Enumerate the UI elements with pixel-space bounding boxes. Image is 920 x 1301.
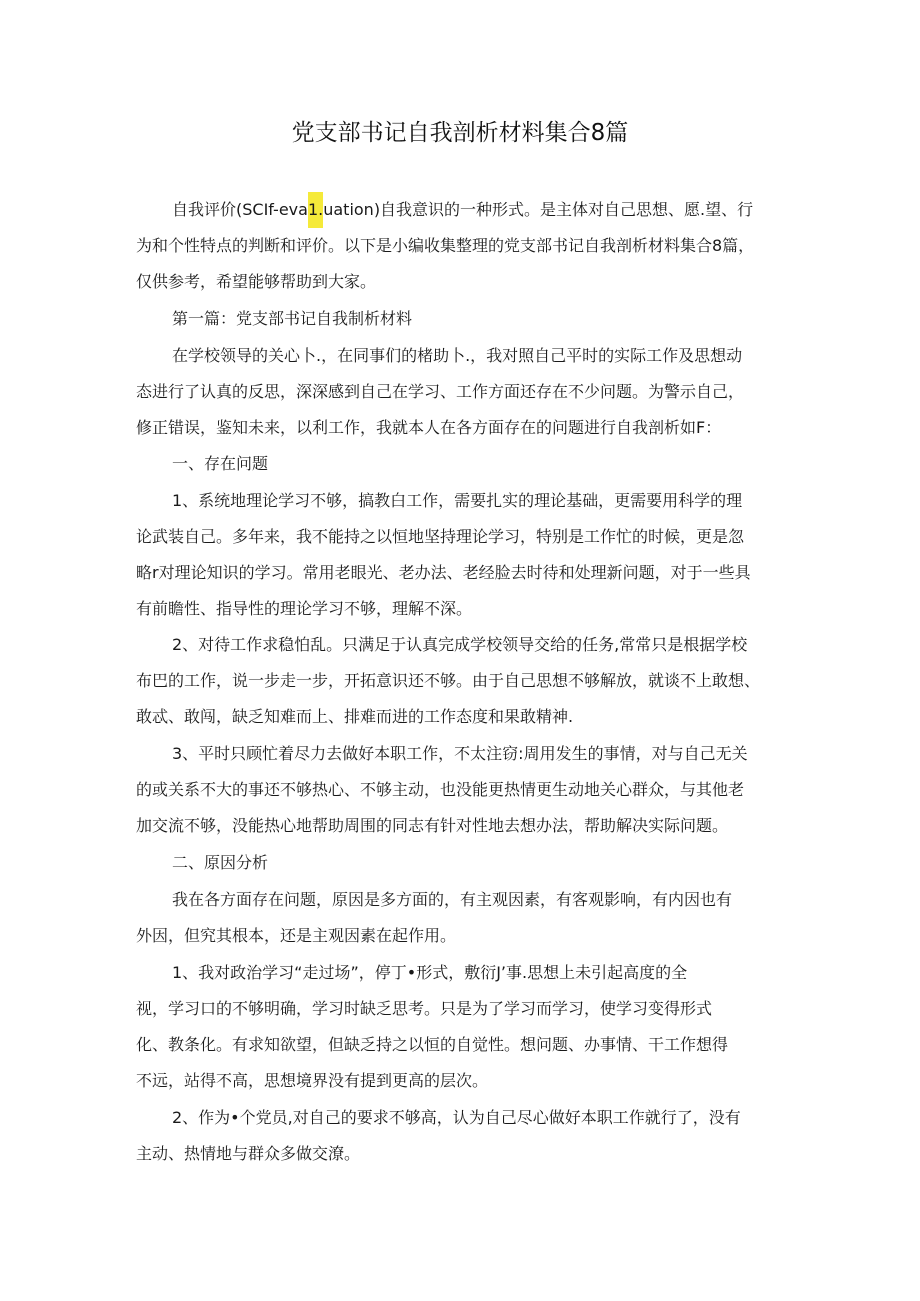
paragraph-6: [136, 955, 784, 1099]
paragraph-line: 视，学习口的不够明确，学习时缺乏思考。只是为了学习而学习，使学习变得形式: [136, 999, 713, 1018]
section-1-heading: 第一篇：党支部书记自我制析材料: [172, 309, 413, 328]
intro-paragraph: [136, 192, 784, 300]
paragraph-2: [136, 483, 784, 627]
paragraph-3: [136, 627, 784, 735]
paragraph-line: 为和个性特点的判断和评价。以下是小编收集整理的党支部书记自我剖析材料集合8篇，: [136, 236, 755, 255]
paragraph-line: 论武装自己。多年来，我不能持之以恒地坚持理论学习，特别是工作忙的时候，更是忽: [136, 527, 745, 546]
highlighted-text: 1.: [308, 192, 323, 228]
heading-causes-text: 二、原因分析: [172, 853, 269, 872]
paragraph-line: 外因，但究其根本，还是主观因素在起作用。: [136, 926, 457, 945]
paragraph-line: 态进行了认真的反思，深深感到自己在学习、工作方面还存在不少问题。为警示自己，: [136, 382, 745, 401]
heading-causes: [136, 845, 784, 881]
paragraph-line: 仅供参考，希望能够帮助到大家。: [136, 272, 377, 291]
paragraph-line: 3、平时只顾忙着尽力去做好本职工作，不太注窃:周用发生的事情，对与自己无关: [172, 744, 748, 763]
paragraph-line: 在学校领导的关心卜.，在同事们的楮助卜.，我对照自己平时的实际工作及思想动: [172, 346, 743, 365]
paragraph-line: 修正错误，鉴知未来，以利工作，我就本人在各方面存在的问题进行自我剖析如F：: [136, 418, 722, 437]
intro-text-before: 自我评价(SCIf-eva: [172, 200, 308, 219]
paragraph-line: 不远，站得不高，思想境界没有提到更高的层次。: [136, 1071, 489, 1090]
paragraph-line: 布巴的工作，说一步走一步，开拓意识还不够。由于自己思想不够解放，就谈不上敢想、: [136, 671, 761, 690]
paragraph-1: [136, 338, 784, 446]
paragraph-5: [136, 882, 784, 954]
paragraph-line: 有前瞻性、指导性的理论学习不够，理解不深。: [136, 599, 473, 618]
heading-problems-text: 一、存在问题: [172, 454, 269, 473]
paragraph-line: 化、教条化。有求知欲望，但缺乏持之以恒的自觉性。想问题、办事情、干工作想得: [136, 1035, 729, 1054]
paragraph-4: [136, 736, 784, 844]
paragraph-line: 敢忒、敢闯，缺乏知难而上、排难而进的工作态度和果敢精神.: [136, 707, 574, 726]
paragraph-line: 1、系统地理论学习不够，搞教白工作，需要扎实的理论基础，更需要用科学的理: [172, 491, 743, 510]
paragraph-line: 2、作为•个党员,对自己的要求不够高，认为自己尽心做好本职工作就行了，没有: [172, 1108, 741, 1127]
paragraph-line: 加交流不够，没能热心地帮助周围的同志有针对性地去想办法，帮助解决实际问题。: [136, 816, 729, 835]
document-title: 党支部书记自我剖析材料集合8篇: [291, 120, 629, 146]
intro-text-after: uation)自我意识的一种形式。是主体对自己思想、愿.望、行: [323, 200, 754, 219]
section-heading: [136, 301, 784, 337]
paragraph-line: 主动、热情地与群众多做交潦。: [136, 1144, 361, 1163]
paragraph-7: [136, 1100, 784, 1172]
paragraph-line: 的或关系不大的事还不够热心、不够主动，也没能更热情更生动地关心群众，与其他老: [136, 780, 745, 799]
paragraph-line: 1、我对政治学习“走过场”，停丁•形式，敷衍J’事.思想上未引起高度的全: [172, 963, 688, 982]
paragraph-line: 我在各方面存在问题，原因是多方面的，有主观因素，有客观影响，有内因也有: [172, 890, 733, 909]
heading-problems: [136, 446, 784, 482]
paragraph-line: 2、对待工作求稳怕乱。只满足于认真完成学校领导交给的任务,常常只是根据学校: [172, 635, 748, 654]
paragraph-line: 略r对理论知识的学习。常用老眼光、老办法、老经脸去时待和处理新问题，对于一些具: [136, 563, 751, 582]
paragraph-line: [136, 192, 784, 228]
